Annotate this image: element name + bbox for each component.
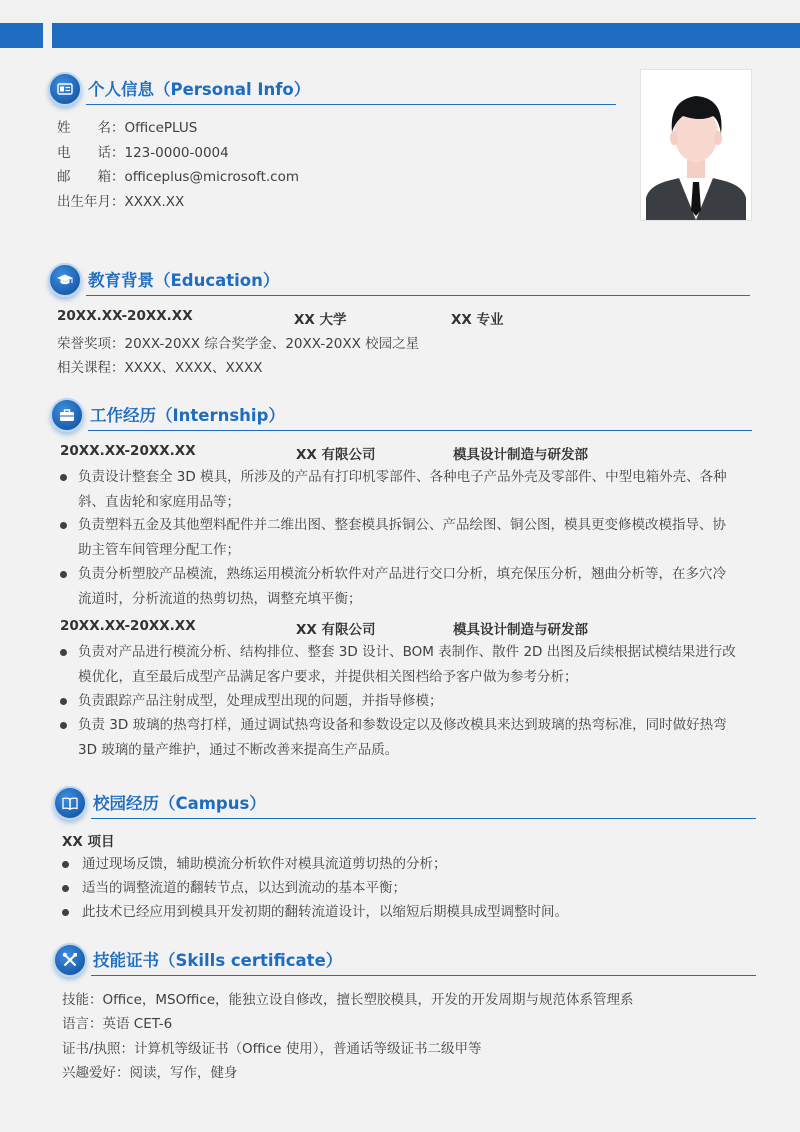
section-divider: [86, 295, 750, 296]
work-section-title: 工作经历（Internship）: [90, 406, 285, 425]
bullet-text-line: 负责跟踪产品注射成型，处理成型出现的问题，并指导修模；: [78, 693, 443, 709]
personal-section-title: 个人信息（Personal Info）: [88, 80, 311, 99]
job-department: 模具设计制造与研发部: [453, 622, 588, 638]
certificates-text: 证书/执照：计算机等级证书（Office 使用），普通话等级证书二级甲等: [62, 1041, 482, 1057]
id-card-icon: [48, 72, 82, 106]
bullet-text-line: 负责设计整套全 3D 模具，所涉及的产品有打印机零部件、各种电子产品外壳及零部件、中型电箱外壳、各种: [78, 469, 727, 485]
section-divider: [88, 430, 752, 431]
bullet-dot: [60, 649, 67, 656]
campus-section-header: [53, 786, 756, 826]
bullet-text-line: 流道时，分析流道的热剪切热，调整充填平衡；: [78, 590, 362, 607]
phone-value: 123-0000-0004: [124, 145, 229, 161]
email-label: 邮 箱：: [57, 169, 125, 185]
education-period: 20XX.XX-20XX.XX: [57, 308, 193, 324]
bullet-dot: [60, 522, 67, 529]
email-value: officeplus@microsoft.com: [124, 169, 300, 185]
bullet-text-line: 适当的调整流道的翻转节点，以达到流动的基本平衡；: [82, 880, 406, 896]
profile-photo: [640, 69, 752, 221]
job-bullet: [60, 689, 760, 714]
bullet-dot: [60, 722, 67, 729]
bullet-dot: [62, 885, 69, 892]
job-period: 20XX.XX-20XX.XX: [60, 618, 196, 634]
personal-section-header: [48, 72, 616, 112]
bullet-text-line: 斜、直齿轮和家庭用品等；: [78, 493, 240, 510]
section-divider: [86, 104, 616, 105]
bullet-text-line: 负责分析塑胶产品模流，熟练运用模流分析软件对产品进行交口分析，填充保压分析，翘曲分析等，在多穴冷: [78, 566, 726, 582]
job-company: XX 有限公司: [296, 622, 376, 638]
birth-label: 出生年月：: [57, 194, 125, 210]
bullet-text-line: 负责对产品进行模流分析、结构排位、整套 3D 设计、BOM 表制作、散件 2D 出图及后续根据试模结果进行改: [78, 644, 736, 660]
campus-bullet: [62, 852, 756, 877]
bullet-text-line: 通过现场反馈，辅助模流分析软件对模具流道剪切热的分析；: [82, 856, 447, 872]
job-bullet: [60, 640, 760, 689]
bullet-text-line: 助主管车间管理分配工作；: [78, 541, 240, 558]
work-section-header: [50, 398, 752, 438]
top-accent-bar-left: [0, 23, 43, 48]
bullet-dot: [60, 474, 67, 481]
skills-text: 技能：Office，MSOffice，能独立设自修改，擅长塑胶模具，开发的开发周期与规范体系管理系: [62, 992, 634, 1008]
name-value: OfficePLUS: [124, 120, 198, 136]
education-school: XX 大学: [294, 312, 347, 328]
avatar-illustration-icon: [641, 70, 751, 220]
email-row: [57, 165, 299, 185]
campus-bullet: [62, 876, 756, 901]
phone-label: 电 话：: [57, 145, 125, 161]
job-company: XX 有限公司: [296, 447, 376, 463]
campus-bullet: [62, 900, 756, 925]
section-divider: [91, 818, 756, 819]
campus-project: XX 项目: [62, 834, 115, 850]
education-courses: 相关课程：XXXX、XXXX、XXXX: [57, 360, 263, 376]
briefcase-icon: [50, 398, 84, 432]
section-divider: [91, 975, 756, 976]
birth-row: [57, 190, 184, 210]
education-major: XX 专业: [451, 312, 504, 328]
name-label: 姓 名：: [57, 120, 125, 136]
tools-icon: [53, 943, 87, 977]
bullet-dot: [60, 571, 67, 578]
job-bullet: [60, 713, 760, 762]
open-book-icon: [53, 786, 87, 820]
language-text: 语言：英语 CET-6: [62, 1016, 173, 1032]
bullet-dot: [62, 861, 69, 868]
bullet-dot: [60, 698, 67, 705]
job-bullet: [60, 465, 760, 514]
bullet-text-line: 模优化，直至最后成型产品满足客户要求，并提供相关图档给予客户做为参考分析；: [78, 668, 578, 685]
name-row: [57, 116, 197, 136]
bullet-text-line: 负责 3D 玻璃的热弯打样，通过调试热弯设备和参数设定以及修改模具来达到玻璃的热弯标准，同时做好热弯: [78, 717, 727, 733]
education-section-title: 教育背景（Education）: [88, 271, 280, 290]
bullet-text-line: 3D 玻璃的量产维护，通过不断改善来提高生产品质。: [78, 741, 399, 758]
education-section-header: [48, 263, 750, 303]
bullet-dot: [62, 909, 69, 916]
bullet-text-line: 负责塑料五金及其他塑料配件并二维出图、整套模具拆铜公、产品绘图、铜公图，模具更变修模改模指导、协: [78, 517, 726, 533]
education-honors: 荣誉奖项：20XX-20XX 综合奖学金、20XX-20XX 校园之星: [57, 336, 420, 352]
job-department: 模具设计制造与研发部: [453, 447, 588, 463]
top-accent-bar-right: [52, 23, 800, 48]
campus-section-title: 校园经历（Campus）: [93, 794, 266, 813]
skills-section-title: 技能证书（Skills certificate）: [93, 951, 343, 970]
phone-row: [57, 141, 229, 161]
birth-value: XXXX.XX: [124, 194, 185, 210]
job-bullet: [60, 513, 760, 562]
job-bullet: [60, 562, 760, 611]
job-period: 20XX.XX-20XX.XX: [60, 443, 196, 459]
graduation-cap-icon: [48, 263, 82, 297]
hobbies-text: 兴趣爱好：阅读，写作，健身: [62, 1065, 238, 1081]
skills-section-header: [53, 943, 756, 983]
bullet-text-line: 此技术已经应用到模具开发初期的翻转流道设计，以缩短后期模具成型调整时间。: [82, 904, 568, 920]
